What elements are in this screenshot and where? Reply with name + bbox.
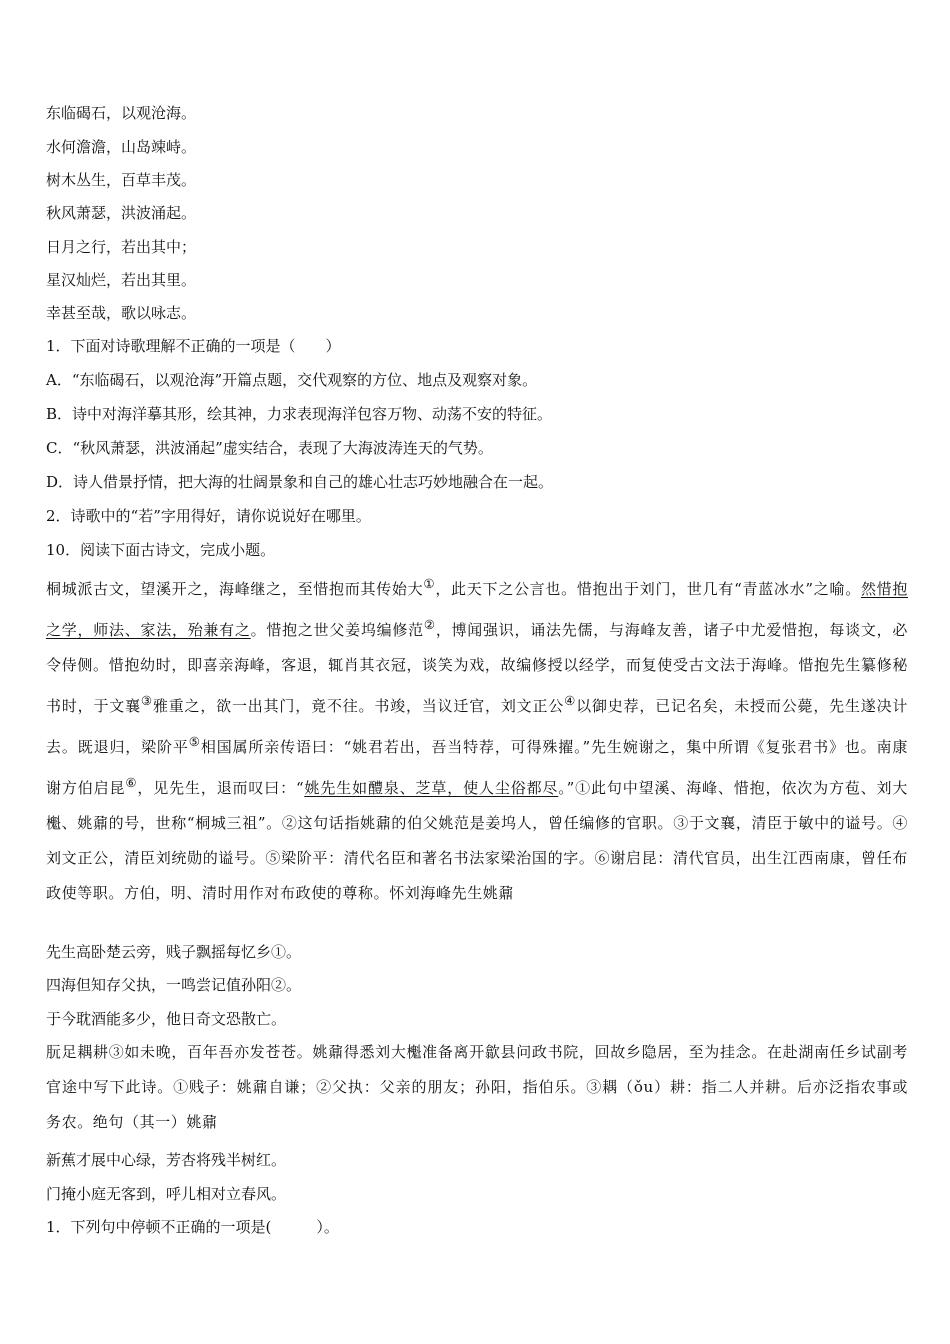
footnote-mark: ② [423,617,436,632]
poem-line: 秋风萧瑟，洪波涌起。 [46,204,197,222]
passage-text: 。”①此句中望溪、海峰、惜抱，依次为方苞、刘大櫆、姚鼐的号，世称“桐城三祖”。②这句话指姚鼐的伯父姚范是姜坞人，曾任编修的官职。③于文襄，清臣于敏中的谥号。④刘文正公，清臣刘统勋的谥号。⑤梁阶平：清代名臣和著名书法家梁治国的字。⑥谢启昆：清代官员，出生江西南康，曾任布政使等职。方伯，明、清时用作对布政使的尊称。怀刘海峰先生姚鼐 [46,779,908,902]
poem-line: 星汉灿烂，若出其里。 [46,271,197,289]
passage-text: ，此天下之公言也。惜抱出于刘门，世几有“青蓝冰水”之喻。 [435,580,861,598]
passage-text: ，博闻强识，诵法先儒，与海峰友善，诸子中尤爱惜抱，每谈文，必令侍侧。惜抱幼时，即喜亲海峰，客退，辄肖其衣冠，谈笑为戏，故编修授以经学，而复使受古文法于海峰。惜抱先生纂修秘书时，于文襄 [46,621,908,715]
question-1-stem: 1．下面对诗歌理解不正确的一项是（ ） [46,337,341,355]
passage-text: 雅重之，欲一出其门，竟不往。书竣，当议迁官，刘文正公 [152,697,565,715]
poem-line: 幸甚至哉，歌以咏志。 [46,304,197,322]
poem-line: 四海但知存父执，一鸣尝记值孙阳②。 [46,976,302,994]
footnote-mark: ⑤ [188,734,201,749]
footnote-mark: ① [423,576,436,591]
option-b: B．诗中对海洋摹其形，绘其神，力求表现海洋包容万物、动荡不安的特征。 [46,405,553,423]
passage-text: 相国属所亲传语曰：“姚君若出，吾当特荐，可得殊擢。”先生婉谢之，集中所谓《复张君书》也。南康谢方伯启昆 [46,738,908,797]
classical-passage [46,566,908,911]
passage-text: ，见先生，退而叹曰：“ [137,779,305,797]
poem-line: 水何澹澹，山岛竦峙。 [46,138,197,156]
footnote-mark: ④ [564,693,577,708]
poem-line: 树木丛生，百草丰茂。 [46,171,197,189]
underlined-sentence: 然惜抱之学，师法、家法，殆兼有之 [46,580,909,639]
underlined-sentence: 姚先生如醴泉、芝草，使人尘俗都尽 [304,779,559,797]
passage-text: 以御史荐，已记名矣，未授而公薨，先生遂决计去。既退归，梁阶平 [46,697,909,756]
question-last-stem: 1．下列句中停顿不正确的一项是( ）。 [46,1218,339,1236]
footnote-mark: ③ [140,693,153,708]
question-2-stem: 2．诗歌中的“若”字用得好，请你说说好在哪里。 [46,507,371,525]
poem-line: 门掩小庭无客到，呼儿相对立春风。 [46,1185,287,1203]
option-a: A．“东临碣石，以观沧海”开篇点题，交代观察的方位、地点及观察对象。 [46,371,538,389]
poem-line: 先生高卧楚云旁，贱子飘摇每忆乡①。 [46,943,302,961]
poem-line: 东临碣石，以观沧海。 [46,104,197,122]
poem-line: 新蕉才展中心绿，芳杏将残半树红。 [46,1151,287,1169]
poem-line: 于今耽酒能多少，他日奇文恐散亡。 [46,1010,287,1028]
passage-text: 桐城派古文，望溪开之，海峰继之，至惜抱而其传始大 [46,580,424,598]
poem-notes: 朊足耦耕③如未晚，百年吾亦发苍苍。姚鼐得悉刘大櫆准备离开歙县问政书院，回故乡隐居，至为挂念。在赴湖南任乡试副考官途中写下此诗。①贱子：姚鼐自谦；②父执：父亲的朋友；孙阳，指伯乐。③耦（ǒu）耕：指二人并耕。后亦泛指农事或务农。绝句（其一）姚鼐 [46,1043,908,1131]
passage-text: 。惜抱之世父姜坞编修范 [250,621,424,639]
option-d: D．诗人借景抒情，把大海的壮阔景象和自己的雄心壮志巧妙地融合在一起。 [46,473,554,491]
option-c: C．“秋风萧瑟，洪波涌起”虚实结合，表现了大海波涛连天的气势。 [46,439,493,457]
poem-line: 日月之行，若出其中； [46,238,197,256]
footnote-mark: ⑥ [125,775,138,790]
question-10-stem: 10．阅读下面古诗文，完成小题。 [46,541,276,559]
